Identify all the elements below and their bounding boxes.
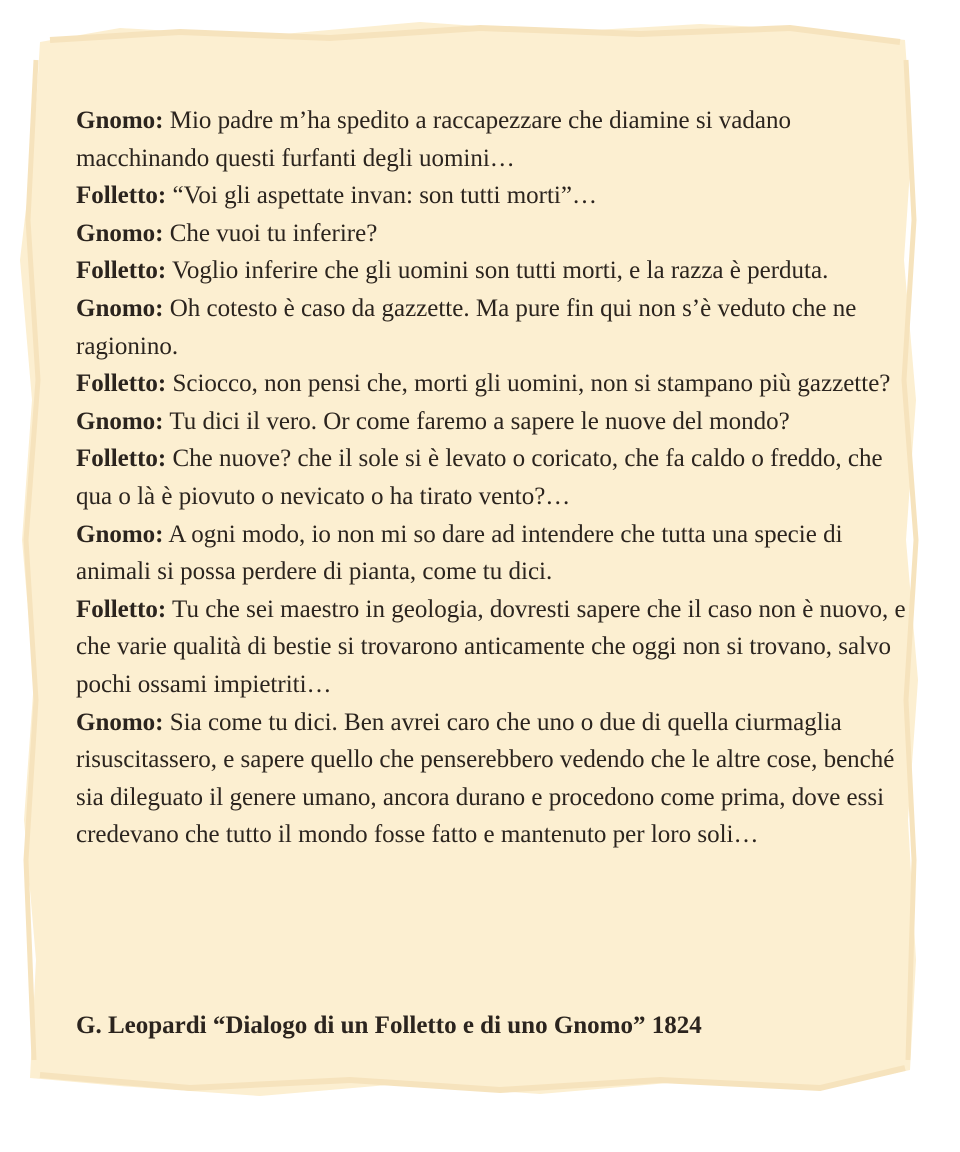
speaker-label: Gnomo:	[76, 708, 164, 736]
attribution: G. Leopardi “Dialogo di un Folletto e di uno Gnomo” 1824	[76, 1012, 702, 1039]
speaker-label: Gnomo:	[76, 520, 164, 548]
speaker-label: Folletto:	[76, 445, 167, 473]
dialogue-line-8	[76, 440, 906, 515]
line-text: Tu che sei maestro in geologia, dovresti sapere che il caso non è nuovo, e che varie qualità di bestie si trovarono anticamente che oggi non si trovano, salvo pochi ossami impietriti…	[76, 595, 906, 698]
line-text: Sciocco, non pensi che, morti gli uomini, non si stampano più gazzette?	[172, 370, 891, 398]
dialogue-line-3	[76, 215, 906, 253]
speaker-label: Gnomo:	[76, 294, 164, 322]
speaker-label: Gnomo:	[76, 219, 164, 247]
line-text: Mio padre m’ha spedito a raccapezzare che diamine si vadano macchinando questi furfanti degli uomini…	[76, 107, 791, 172]
line-text: Sia come tu dici. Ben avrei caro che uno o due di quella ciurmaglia risuscitassero, e sapere quello che penserebbero vedendo che le altre cose, benché sia dileguato il genere umano, ancora durano e procedono come prima, dove essi credevano che tutto il mondo fosse fatto e mantenuto per loro soli…	[76, 708, 895, 849]
dialogue-line-9	[76, 516, 906, 591]
speaker-label: Gnomo:	[76, 407, 164, 435]
line-text: A ogni modo, io non mi so dare ad intendere che tutta una specie di animali si possa perdere di pianta, come tu dici.	[76, 520, 843, 586]
line-text: Che nuove? che il sole si è levato o coricato, che fa caldo o freddo, che qua o là è piovuto o nevicato o ha tirato vento?…	[76, 445, 883, 510]
line-text: Oh cotesto è caso da gazzette. Ma pure fin qui non s’è veduto che ne ragionino.	[76, 294, 857, 360]
speaker-label: Folletto:	[76, 257, 167, 285]
dialogue-line-4	[76, 252, 906, 290]
speaker-label: Gnomo:	[76, 107, 164, 134]
dialogue-line-1	[76, 102, 906, 177]
dialogue-line-2	[76, 177, 906, 215]
dialogue-line-5	[76, 290, 906, 365]
dialogue-line-6	[76, 365, 906, 403]
line-text: Tu dici il vero. Or come faremo a sapere le nuove del mondo?	[169, 407, 790, 435]
dialogue-text	[76, 102, 906, 854]
line-text: “Voi gli aspettate invan: son tutti morti”…	[172, 182, 597, 210]
dialogue-line-7	[76, 403, 906, 441]
line-text: Voglio inferire che gli uomini son tutti morti, e la razza è perduta.	[172, 257, 829, 285]
speaker-label: Folletto:	[76, 595, 167, 623]
dialogue-line-10	[76, 591, 906, 704]
speaker-label: Folletto:	[76, 370, 167, 398]
speaker-label: Folletto:	[76, 182, 167, 210]
line-text: Che vuoi tu inferire?	[169, 219, 378, 247]
dialogue-line-11	[76, 704, 906, 854]
